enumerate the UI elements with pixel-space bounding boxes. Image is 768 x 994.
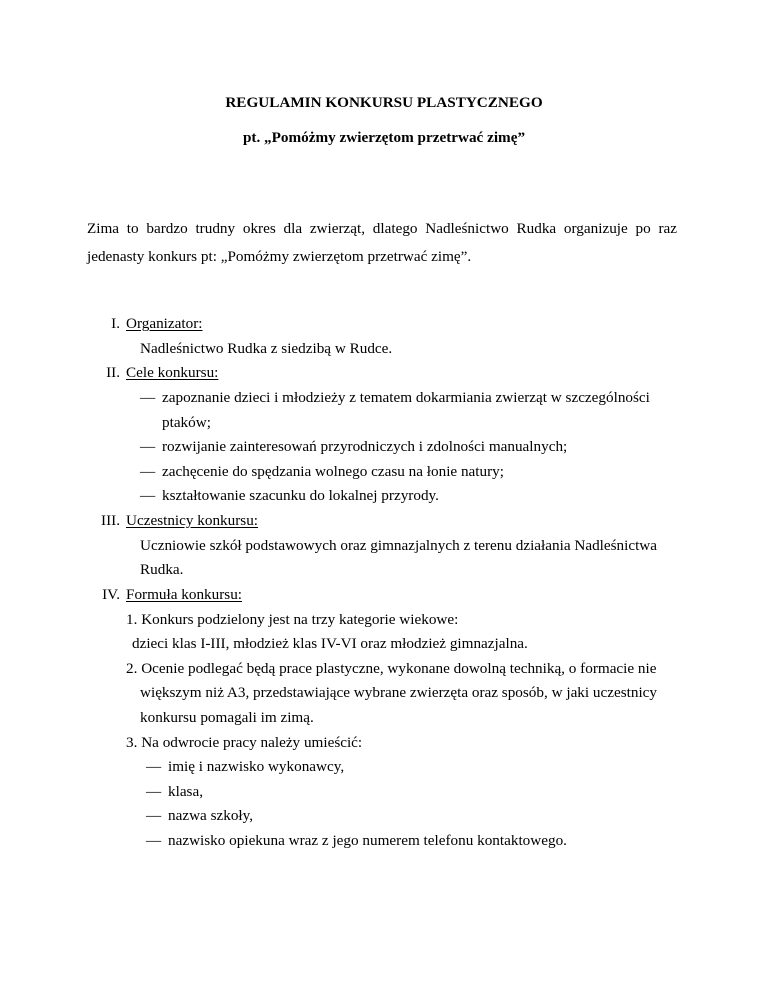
section-numeral-2: II. (106, 364, 120, 381)
document-subtitle: pt. „Pomóżmy zwierzętom przetrwać zimę” (242, 129, 526, 146)
section-numeral-4: IV. (102, 586, 120, 603)
numbered-item-2-continuation: konkursu pomagali im zimą. (140, 709, 314, 726)
numbered-item-1-continuation: dzieci klas I-III, młodzież klas IV-VI oraz młodzież gimnazjalna. (132, 635, 528, 652)
dash-bullet-icon: — (140, 463, 156, 480)
bullet-item: — rozwijanie zainteresowań przyrodniczych i zdolności manualnych; (140, 438, 568, 455)
section-heading-cele: Cele konkursu: (126, 364, 219, 381)
dash-bullet-icon: — (146, 783, 162, 800)
intro-line-2: jedenasty konkurs pt: „Pomóżmy zwierzętom przetrwać zimę”. (87, 248, 472, 265)
section-heading-organizator: Organizator: (126, 315, 203, 332)
sub-bullet-item: — klasa, (146, 783, 204, 800)
intro-paragraph (87, 215, 677, 271)
dash-bullet-icon: — (146, 807, 162, 824)
dash-bullet-icon: — (140, 389, 156, 406)
section-1-body-line: Nadleśnictwo Rudka z siedzibą w Rudce. (140, 340, 393, 357)
dash-bullet-icon: — (140, 438, 156, 455)
sub-bullet-item: — imię i nazwisko wykonawcy, (146, 758, 345, 775)
document-title: REGULAMIN KONKURSU PLASTYCZNEGO (225, 94, 543, 111)
section-numeral-3: III. (101, 512, 120, 529)
bullet-item: — kształtowanie szacunku do lokalnej przyrody. (140, 487, 439, 504)
numbered-item-1: 1. Konkurs podzielony jest na trzy kategorie wiekowe: (126, 611, 459, 628)
dash-bullet-icon: — (140, 487, 156, 504)
sub-bullet-item: — nazwa szkoły, (146, 807, 254, 824)
bullet-item: — zapoznanie dzieci i młodzieży z tematem dokarmiania zwierząt w szczególności (140, 389, 650, 406)
bullet-item: — zachęcenie do spędzania wolnego czasu na łonie natury; (140, 463, 504, 480)
section-numeral-1: I. (111, 315, 120, 332)
section-heading-uczestnicy: Uczestnicy konkursu: (126, 512, 259, 529)
numbered-item-3: 3. Na odwrocie pracy należy umieścić: (126, 734, 363, 751)
section-heading-formula: Formuła konkursu: (126, 586, 243, 603)
dash-bullet-icon: — (146, 832, 162, 849)
numbered-item-2: 2. Ocenie podlegać będą prace plastyczne, wykonane dowolną techniką, o formacie nie (126, 660, 657, 677)
section-3-body-line: Uczniowie szkół podstawowych oraz gimnazjalnych z terenu działania Nadleśnictwa (140, 537, 658, 554)
sub-bullet-item: — nazwisko opiekuna wraz z jego numerem telefonu kontaktowego. (146, 832, 567, 849)
section-3-body-line: Rudka. (140, 561, 184, 578)
intro-line-1: Zima to bardzo trudny okres dla zwierząt, dlatego Nadleśnictwo Rudka organizuje po raz (87, 220, 677, 237)
numbered-item-2-continuation: większym niż A3, przedstawiające wybrane zwierzęta oraz sposób, w jaki uczestnicy (140, 684, 658, 701)
dash-bullet-icon: — (146, 758, 162, 775)
bullet-item-continuation: ptaków; (162, 414, 211, 431)
